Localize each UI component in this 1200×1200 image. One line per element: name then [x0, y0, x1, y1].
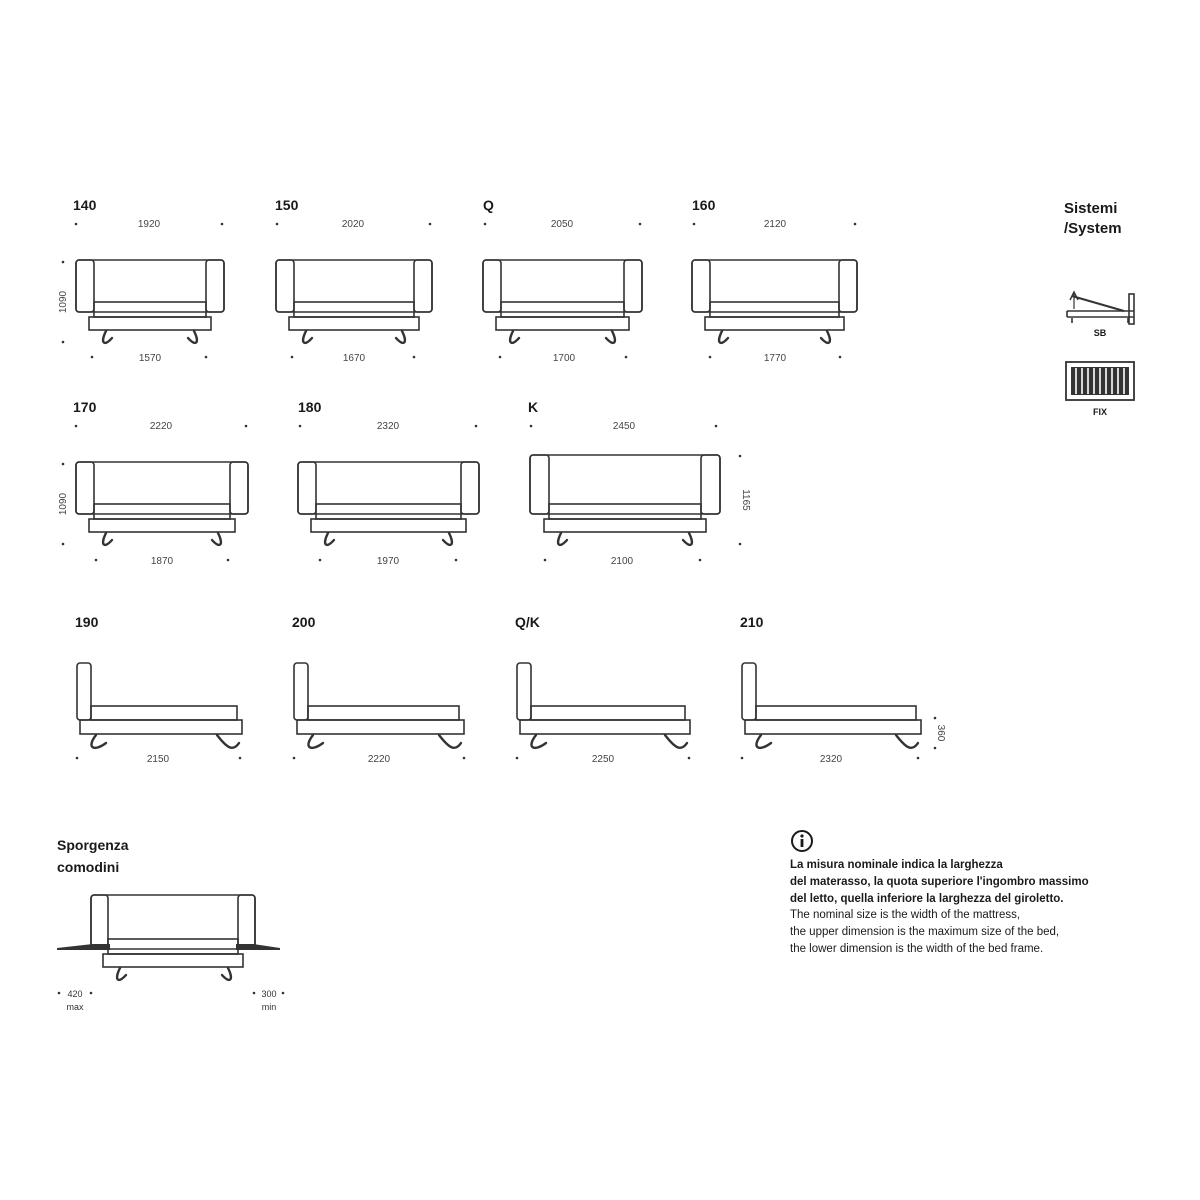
frame-width: 1770: [763, 353, 787, 364]
side-view-200: [292, 614, 465, 765]
section-title-line1: Sporgenza: [57, 837, 129, 853]
height-dim: 1090: [58, 290, 69, 314]
overall-width: 2050: [550, 219, 574, 230]
frame-width: 1670: [342, 353, 366, 364]
legend-title-line1: Sistemi: [1064, 200, 1118, 217]
size-label: 140: [73, 197, 97, 213]
size-label: 210: [740, 614, 764, 630]
front-view-180: [298, 399, 479, 567]
bed-front-drawing: [530, 455, 720, 545]
system-label-fix: FIX: [1092, 407, 1108, 417]
overall-width: 2320: [376, 421, 400, 432]
size-label: 170: [73, 399, 97, 415]
bed-front-drawing: [276, 260, 432, 343]
frame-width: 1700: [552, 353, 576, 364]
overall-width: 2450: [612, 421, 636, 432]
size-label: K: [528, 399, 539, 415]
bed-front-drawing: [692, 260, 857, 343]
size-label: 190: [75, 614, 99, 630]
height-dim: 1090: [58, 492, 69, 516]
overall-width: 1920: [137, 219, 161, 230]
side-view-190: [75, 614, 242, 765]
front-view-150: [275, 197, 432, 364]
bed-side-drawing: [742, 663, 921, 748]
size-label: Q: [483, 197, 494, 213]
right-projection-value: 300: [261, 989, 277, 999]
system-label-sb: SB: [1093, 328, 1107, 338]
left-projection-value: 420: [67, 989, 83, 999]
bed-side-drawing: [294, 663, 464, 748]
note-line-it-2: del materasso, la quota superiore l'ingombro massimo: [790, 876, 1089, 888]
bed-front-drawing: [298, 462, 479, 545]
size-label: 180: [298, 399, 322, 415]
frame-width: 1970: [376, 556, 400, 567]
bed-front-drawing: [91, 895, 255, 980]
overall-width: 2220: [149, 421, 173, 432]
size-label: 160: [692, 197, 716, 213]
front-view-q: [483, 197, 642, 364]
fixed-slats-icon: [1066, 362, 1134, 400]
frame-width: 2100: [610, 556, 634, 567]
side-view-210: [740, 614, 946, 765]
storage-bed-lift-icon: [1067, 292, 1134, 324]
length-dim: 2250: [591, 754, 615, 765]
bed-side-drawing: [517, 663, 690, 748]
frame-width: 1870: [150, 556, 174, 567]
front-view-k: [528, 399, 751, 567]
note-line-en-1: The nominal size is the width of the mattress,: [790, 909, 1021, 921]
length-dim: 2220: [367, 754, 391, 765]
frame-width: 1570: [138, 353, 162, 364]
section-title-line2: comodini: [57, 859, 120, 875]
side-view-qk: [515, 614, 690, 765]
right-projection-note: min: [261, 1002, 277, 1012]
front-view-160: [692, 197, 857, 364]
info-note: [790, 831, 1089, 955]
overall-width: 2020: [341, 219, 365, 230]
height-dim: 360: [935, 724, 946, 742]
systems-legend: [1064, 200, 1134, 417]
length-dim: 2150: [146, 754, 170, 765]
bed-front-drawing: [76, 260, 224, 343]
nightstand-projection: [57, 837, 284, 1012]
overall-width: 2120: [763, 219, 787, 230]
note-line-en-2: the upper dimension is the maximum size of the bed,: [790, 926, 1060, 938]
length-dim: 2320: [819, 754, 843, 765]
bed-side-drawing: [77, 663, 242, 748]
note-line-en-3: the lower dimension is the width of the bed frame.: [790, 943, 1044, 955]
bed-front-drawing: [76, 462, 248, 545]
legend-title-line2: /System: [1064, 220, 1122, 237]
size-label: 200: [292, 614, 316, 630]
left-projection-note: max: [66, 1002, 84, 1012]
note-line-it-1: La misura nominale indica la larghezza: [790, 859, 1003, 871]
note-line-it-3: del letto, quella inferiore la larghezza del giroletto.: [790, 893, 1064, 905]
info-icon: [792, 831, 812, 851]
height-dim: 1165: [740, 489, 751, 511]
front-view-140: [58, 197, 224, 364]
size-label: Q/K: [515, 614, 540, 630]
bed-front-drawing: [483, 260, 642, 343]
size-label: 150: [275, 197, 299, 213]
front-view-170: [58, 399, 248, 567]
